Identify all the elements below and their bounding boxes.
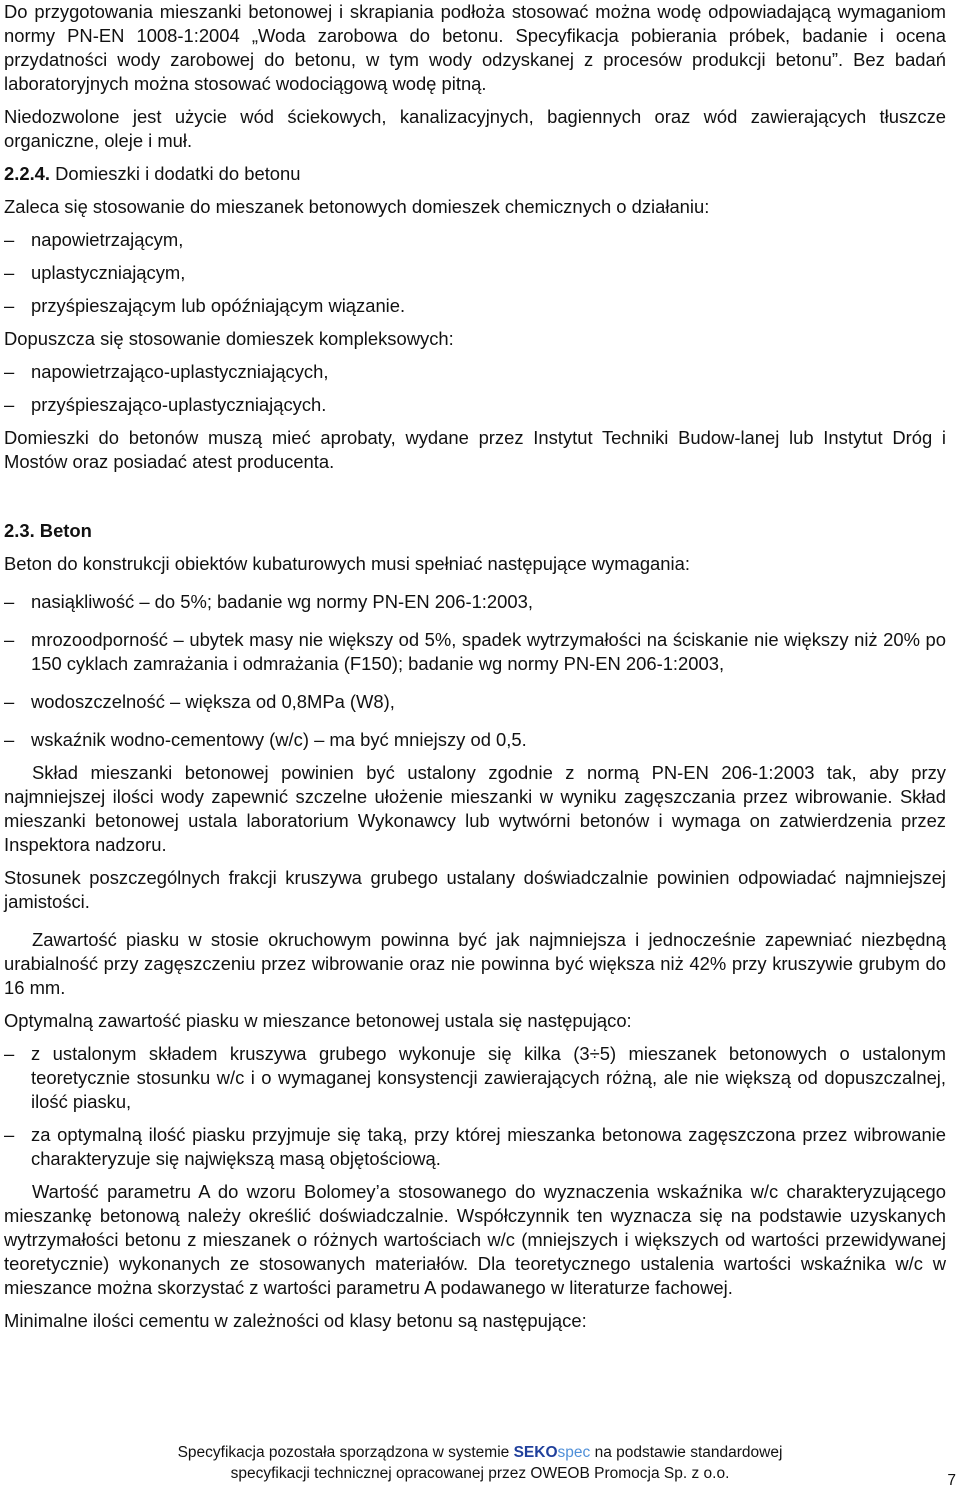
bolomey-paragraph: Wartość parametru A do wzoru Bolomey’a stosowanego do wyznaczenia wskaźnika w/c charakteryzującego mieszankę betonową należy określić doświadczalnie. Współczynnik ten wyznacza się na podstawie uzyskanych wytrzymałości betonu z mieszanek o różnych wartościach w/c (mniejszych i większych od wartości przewidywanej teoretycznie) wykonanych ze stosowanych materiałów. Dla teoretycznego ustalenia wartości wskaźnika w/c w mieszance można skorzystać z wartości parametru A podawanego w literaturze fachowej. <box>4 1181 946 1298</box>
list-item: – uplastyczniającym, <box>4 261 946 285</box>
optimal-sand-lead: Optymalną zawartość piasku w mieszance betonowej ustala się następująco: <box>4 1010 632 1031</box>
footer-text-after: na podstawie standardowej <box>590 1444 783 1461</box>
sekospec-logo-part-2: spec <box>557 1444 591 1461</box>
water-requirements-paragraph: Do przygotowania mieszanki betonowej i skrapiania podłoża stosować można wodę odpowiadającą wymaganiom normy PN-EN 1008-1:2004 „Woda zarobowa do betonu. Specyfikacja pobierania próbek, badanie i ocena przydatności wody zarobowej do betonu, w tym wody odzyskanej z procesów produkcji betonu”. Bez badań laboratoryjnych można stosować wodociągową wodę pitną. <box>4 1 946 94</box>
sand-content-paragraph: Zawartość piasku w stosie okruchowym powinna być jak najmniejsza i jednocześnie zapewniać niezbędną urabialność przy zagęszczeniu przez wibrowanie oraz nie powinna być większa niż 42% przy kruszywie grubym do 16 mm. <box>4 929 946 998</box>
list-item: – napowietrzającym, <box>4 228 946 252</box>
sekospec-logo-part-1: SEKO <box>513 1444 558 1461</box>
page-footer <box>0 1442 960 1484</box>
section-224-number: 2.2.4. <box>4 163 51 184</box>
list-item: – przyśpieszająco-uplastyczniających. <box>4 393 946 417</box>
list-item: – wodoszczelność – większa od 0,8MPa (W8), <box>4 690 946 714</box>
section-224-heading <box>4 162 946 186</box>
page-number: 7 <box>947 1472 956 1489</box>
footer-text-before: Specyfikacja pozostała sporządzona w systemie <box>177 1444 514 1461</box>
list-item: – napowietrzająco-uplastyczniających, <box>4 360 946 384</box>
footer-line-1 <box>0 1442 960 1463</box>
cement-minimum-lead: Minimalne ilości cementu w zależności od klasy betonu są następujące: <box>4 1310 587 1331</box>
mix-composition-paragraph: Skład mieszanki betonowej powinien być ustalony zgodnie z normą PN-EN 206-1:2003 tak, aby przy najmniejszej ilości wody zapewnić szczelne ułożenie mieszanki w wyniku zagęszczania przez wibrowanie. Skład mieszanki betonowej ustala laboratorium Wykonawcy lub wytwórni betonów i wymaga on zatwierdzenia przez Inspektora nadzoru. <box>4 762 946 855</box>
list-item: – wskaźnik wodno-cementowy (w/c) – ma być mniejszy od 0,5. <box>4 728 946 752</box>
admixtures-lead: Zaleca się stosowanie do mieszanek betonowych domieszek chemicznych o działaniu: <box>4 196 710 217</box>
document-page <box>4 0 946 1333</box>
complex-admixtures-lead: Dopuszcza się stosowanie domieszek kompleksowych: <box>4 328 454 349</box>
admixture-action-list <box>4 228 946 318</box>
section-23-heading: 2.3. Beton <box>4 520 92 541</box>
footer-line-2: specyfikacji technicznej opracowanej przez OWEOB Promocja Sp. z o.o. <box>230 1465 730 1482</box>
concrete-requirements-lead: Beton do konstrukcji obiektów kubaturowych musi spełniać następujące wymagania: <box>4 553 690 574</box>
section-224-title: Domieszki i dodatki do betonu <box>55 163 301 184</box>
list-item: – przyśpieszającym lub opóźniającym wiązanie. <box>4 294 946 318</box>
list-item: – nasiąkliwość – do 5%; badanie wg normy PN-EN 206-1:2003, <box>4 590 946 614</box>
aggregate-ratio-paragraph: Stosunek poszczególnych frakcji kruszywa grubego ustalany doświadczalnie powinien odpowiadać najmniejszej jamistości. <box>4 867 946 912</box>
concrete-requirements-list <box>4 590 946 752</box>
list-item: – za optymalną ilość piasku przyjmuje się taką, przy której mieszanka betonowa zagęszczona przez wibrowanie charakteryzuje się największą masą objętościową. <box>4 1123 946 1171</box>
admixture-approval-paragraph: Domieszki do betonów muszą mieć aprobaty, wydane przez Instytut Techniki Budow-lanej lub Instytut Dróg i Mostów oraz posiadać atest producenta. <box>4 427 946 472</box>
list-item: – z ustalonym składem kruszywa grubego wykonuje się kilka (3÷5) mieszanek betonowych o ustalonym teoretycznie stosunku w/c i o wymaganej konsystencji zawierających różną, ale nie większą od dopuszczalnej, ilość piasku, <box>4 1042 946 1114</box>
sand-procedure-list <box>4 1042 946 1171</box>
complex-admixture-list <box>4 360 946 417</box>
list-item: – mrozoodporność – ubytek masy nie większy od 5%, spadek wytrzymałości na ściskanie nie większy niż 20% po 150 cyklach zamrażania i odmrażania (F150); badanie wg normy PN-EN 206-1:2003, <box>4 628 946 676</box>
forbidden-water-paragraph: Niedozwolone jest użycie wód ściekowych, kanalizacyjnych, bagiennych oraz wód zawierających tłuszcze organiczne, oleje i muł. <box>4 106 946 151</box>
